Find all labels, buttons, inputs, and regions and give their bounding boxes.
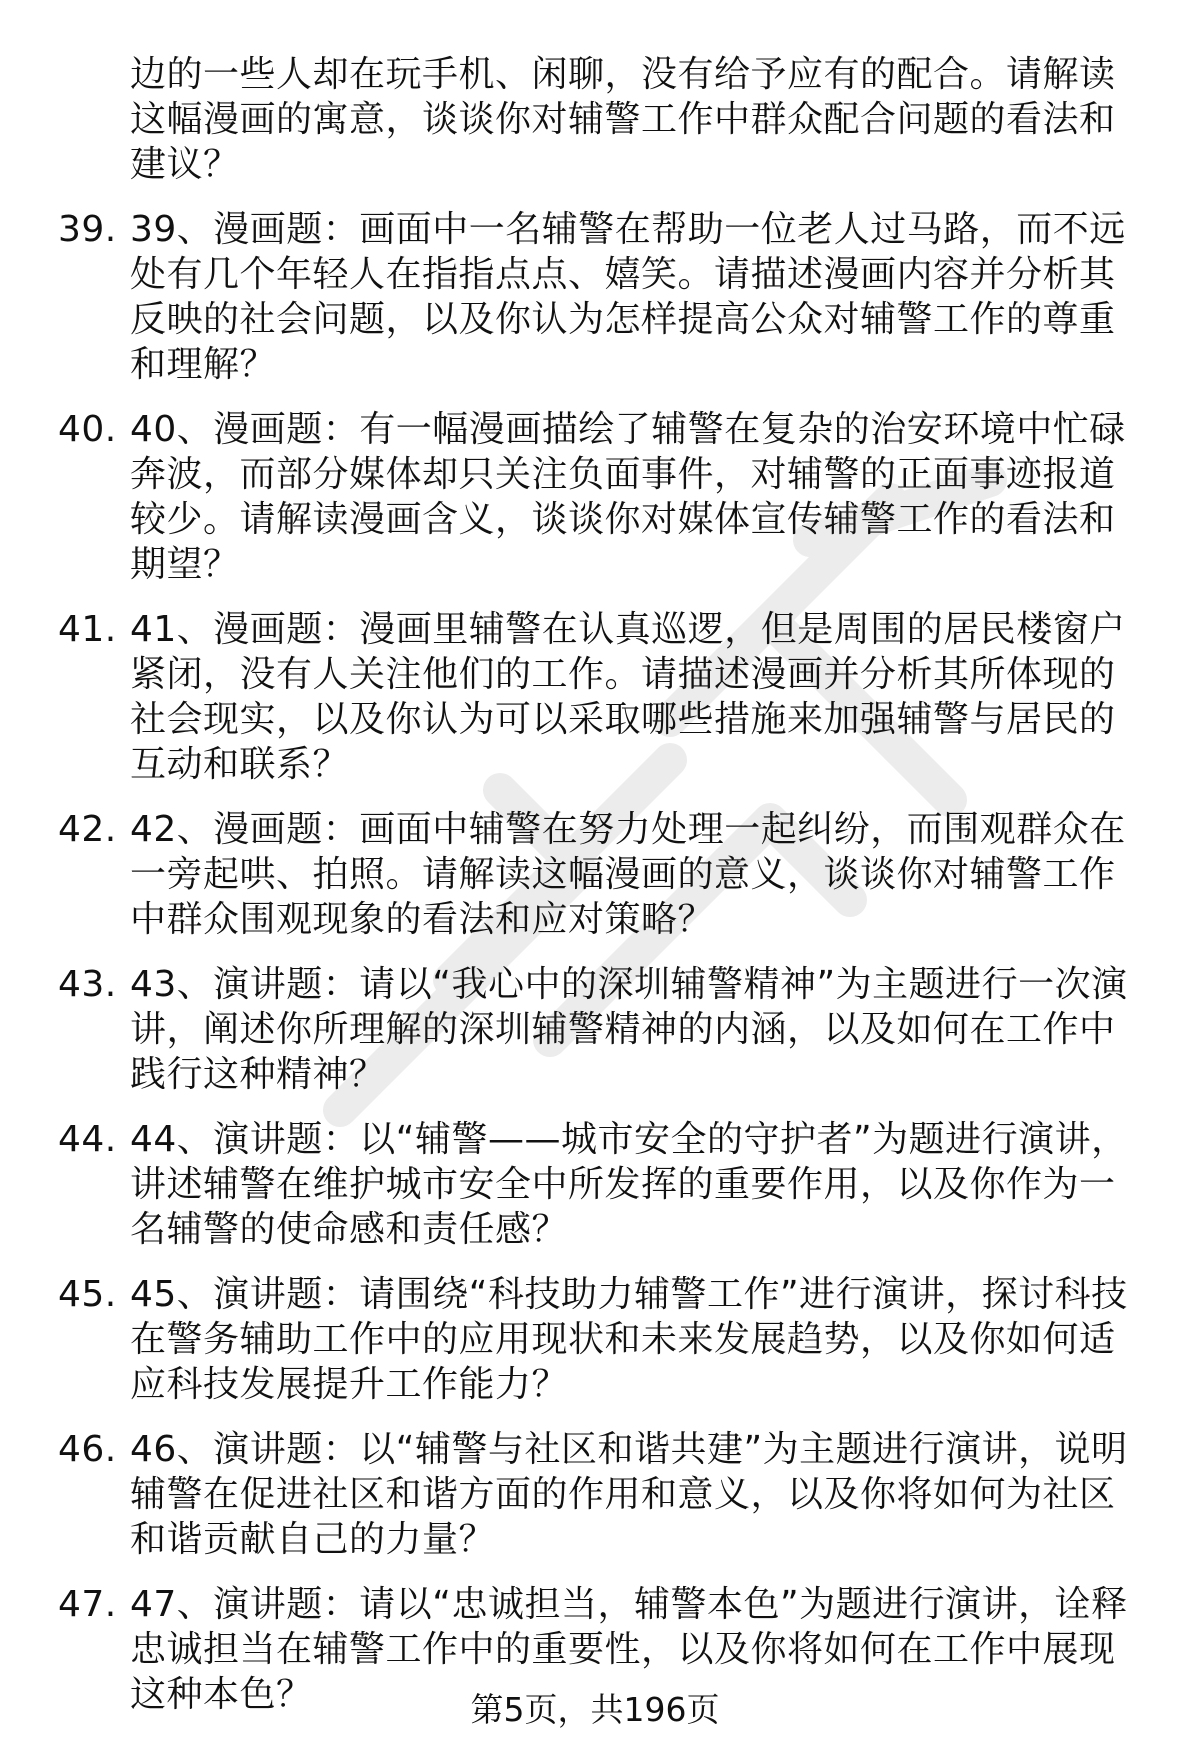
item-number: 43. xyxy=(58,964,117,1005)
item-text: 47、演讲题：请以“忠诚担当，辅警本色”为题进行演讲，诠释忠诚担当在辅警工作中的重要性，以及你将如何在工作中展现这种本色？ xyxy=(130,1584,1128,1715)
item-text: 45、演讲题：请围绕“科技助力辅警工作”进行演讲，探讨科技在警务辅助工作中的应用现状和未来发展趋势，以及你如何适应科技发展提升工作能力？ xyxy=(130,1274,1128,1405)
list-item xyxy=(58,407,1138,587)
item-text: 41、漫画题：漫画里辅警在认真巡逻，但是周围的居民楼窗户紧闭，没有人关注他们的工作。请描述漫画并分析其所体现的社会现实，以及你认为可以采取哪些措施来加强辅警与居民的互动和联系？ xyxy=(130,609,1126,785)
continued-question-text: 边的一些人却在玩手机、闲聊，没有给予应有的配合。请解读这幅漫画的寓意，谈谈你对辅警工作中群众配合问题的看法和建议？ xyxy=(130,54,1116,185)
item-text: 40、漫画题：有一幅漫画描绘了辅警在复杂的治安环境中忙碌奔波，而部分媒体却只关注负面事件，对辅警的正面事迹报道较少。请解读漫画含义，谈谈你对媒体宣传辅警工作的看法和期望？ xyxy=(130,409,1126,585)
item-number: 44. xyxy=(58,1119,117,1160)
list-item xyxy=(58,962,1138,1097)
item-number: 47. xyxy=(58,1584,117,1625)
item-number: 46. xyxy=(58,1429,117,1470)
list-item xyxy=(58,207,1138,387)
item-text: 39、漫画题：画面中一名辅警在帮助一位老人过马路，而不远处有几个年轻人在指指点点、嬉笑。请描述漫画内容并分析其反映的社会问题，以及你认为怎样提高公众对辅警工作的尊重和理解？ xyxy=(130,209,1126,385)
list-item xyxy=(58,1272,1138,1407)
item-number: 41. xyxy=(58,609,117,650)
item-text: 42、漫画题：画面中辅警在努力处理一起纠纷，而围观群众在一旁起哄、拍照。请解读这幅漫画的意义，谈谈你对辅警工作中群众围观现象的看法和应对策略？ xyxy=(130,809,1126,940)
item-number: 42. xyxy=(58,809,117,850)
question-list xyxy=(58,52,1138,1737)
item-number: 39. xyxy=(58,209,117,250)
item-text: 44、演讲题：以“辅警——城市安全的守护者”为题进行演讲，讲述辅警在维护城市安全中所发挥的重要作用，以及你作为一名辅警的使命感和责任感？ xyxy=(130,1119,1128,1250)
list-item xyxy=(58,1427,1138,1562)
page-number: 第5页，共196页 xyxy=(470,1690,720,1729)
list-item xyxy=(58,1117,1138,1252)
list-item xyxy=(58,807,1138,942)
item-text: 43、演讲题：请以“我心中的深圳辅警精神”为主题进行一次演讲，阐述你所理解的深圳辅警精神的内涵，以及如何在工作中践行这种精神？ xyxy=(130,964,1128,1095)
list-item xyxy=(58,607,1138,787)
item-number: 45. xyxy=(58,1274,117,1315)
item-number: 40. xyxy=(58,409,117,450)
item-text: 46、演讲题：以“辅警与社区和谐共建”为主题进行演讲，说明辅警在促进社区和谐方面的作用和意义，以及你将如何为社区和谐贡献自己的力量？ xyxy=(130,1429,1128,1560)
